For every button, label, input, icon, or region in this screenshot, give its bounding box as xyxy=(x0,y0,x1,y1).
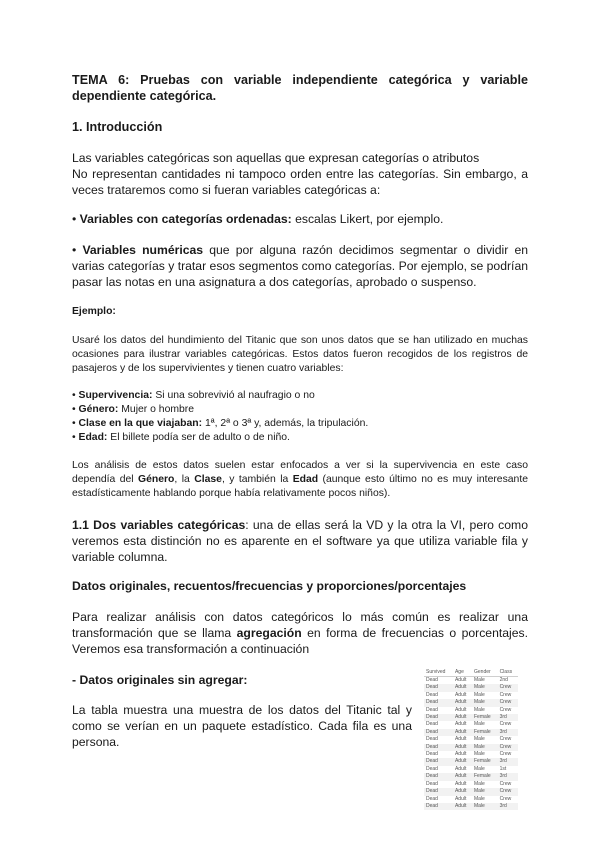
table-cell: Male xyxy=(472,744,498,751)
column-header: Survived xyxy=(424,667,453,677)
variable-desc: 1ª, 2ª o 3ª y, además, la tripulación. xyxy=(202,418,369,429)
intro-paragraph: No representan cantidades ni tampoco orden entre las categorías. Sin embargo, a veces trataremos como si fueran variables categóricas a: xyxy=(72,167,528,197)
section-heading-introduccion: 1. Introducción xyxy=(72,120,163,134)
table-cell: Crew xyxy=(498,788,518,795)
table-row xyxy=(424,758,518,765)
table-cell: Dead xyxy=(424,788,453,795)
table-cell: Crew xyxy=(499,795,512,802)
table-row xyxy=(424,773,518,780)
variable-desc: Mujer o hombre xyxy=(118,404,195,415)
bullet-ordered xyxy=(72,211,528,227)
table-cell: Dead xyxy=(426,795,438,802)
table-cell: Dead xyxy=(424,803,453,810)
table-cell: Dead xyxy=(426,691,438,698)
table-body xyxy=(424,677,518,811)
variable-name: Supervivencia: xyxy=(78,390,153,401)
variable-item: • Género: Mujer o hombre xyxy=(72,404,195,415)
table-cell: Adult xyxy=(453,788,472,795)
table-cell: Dead xyxy=(424,729,453,736)
table-cell: Male xyxy=(472,803,498,810)
table-row xyxy=(424,781,518,788)
agregacion-bold: agregación xyxy=(236,626,302,640)
table-cell: Dead xyxy=(426,677,438,683)
table-cell: Adult xyxy=(454,795,467,802)
table-cell: Adult xyxy=(454,721,467,728)
table-cell: Adult xyxy=(453,699,472,706)
analysis-bold-edad: Edad xyxy=(292,474,319,485)
table-cell: Crew xyxy=(499,780,512,787)
table-cell: Female xyxy=(472,758,498,765)
table-cell: Adult xyxy=(454,765,467,772)
column-header: Class xyxy=(498,667,518,677)
variable-desc: El billete podía ser de adulto o de niño. xyxy=(107,432,290,443)
table-cell: Crew xyxy=(499,691,512,698)
table-cell: Crew xyxy=(499,751,512,758)
bullet-ordered-text: escalas Likert, por ejemplo. xyxy=(291,212,444,226)
table-cell: 3rd xyxy=(498,803,518,810)
table-cell: Male xyxy=(474,677,485,683)
table-cell: Dead xyxy=(426,765,438,772)
variables-list xyxy=(72,389,528,445)
table-row xyxy=(424,707,518,714)
table-cell: Dead xyxy=(426,736,438,743)
table-cell: Adult xyxy=(453,684,472,691)
section-1-1-paragraph xyxy=(72,517,528,565)
table-row xyxy=(424,766,518,773)
table-header-row xyxy=(424,667,518,677)
table-row xyxy=(424,677,518,685)
table-cell: Adult xyxy=(454,751,467,758)
table-cell: Adult xyxy=(453,714,472,721)
table-cell: Male xyxy=(474,765,485,772)
titanic-sample-table xyxy=(424,667,518,810)
table-row xyxy=(424,796,518,803)
table-cell: Female xyxy=(472,773,498,780)
table-cell: 2nd xyxy=(499,677,508,683)
table-cell: Male xyxy=(472,684,498,691)
table-row xyxy=(424,736,518,743)
table-cell: Dead xyxy=(424,758,453,765)
bullet-numeric xyxy=(72,242,528,290)
table-row xyxy=(424,729,518,736)
table-cell: Dead xyxy=(424,684,453,691)
table-cell: Male xyxy=(474,780,485,787)
table-cell: Dead xyxy=(426,706,438,713)
table-cell: Male xyxy=(472,699,498,706)
table-cell: Adult xyxy=(454,677,467,683)
variable-desc: Si una sobrevivió al naufragio o no xyxy=(152,390,315,401)
analysis-paragraph xyxy=(72,459,528,501)
variable-item: • Clase en la que viajaban: 1ª, 2ª o 3ª y, además, la tripulación. xyxy=(72,418,369,429)
table-cell: 1st xyxy=(499,765,507,772)
table-cell: Dead xyxy=(424,699,453,706)
table-cell: Crew xyxy=(499,721,512,728)
table-cell: Male xyxy=(474,795,485,802)
tabla-paragraph: La tabla muestra una muestra de los datos del Titanic tal y como se verían en un paquete estadístico. Cada fila es una persona. xyxy=(72,703,412,749)
analysis-text: , la xyxy=(174,474,195,485)
table-cell: Male xyxy=(474,691,485,698)
table-cell: Female xyxy=(472,714,498,721)
table-row xyxy=(424,751,518,758)
agregacion-text: en forma de frecuencias o porcentajes. Veremos esa transformación a continuación xyxy=(72,626,528,656)
analysis-text: Los análisis de estos datos suelen estar enfocados a ver si la supervivencia en este caso dependía del xyxy=(72,460,528,485)
table-cell: Dead xyxy=(426,780,438,787)
table-cell: Crew xyxy=(498,744,518,751)
column-header: Age xyxy=(453,667,472,677)
table-cell: Female xyxy=(472,729,498,736)
table-cell: 3rd xyxy=(498,773,518,780)
agregacion-text: Para realizar análisis con datos categóricos lo más común es realizar una transformación que se llama xyxy=(72,610,528,640)
table-cell: Dead xyxy=(426,751,438,758)
table-cell: Adult xyxy=(454,706,467,713)
table-cell: Adult xyxy=(453,803,472,810)
table-cell: Adult xyxy=(453,758,472,765)
bullet-ordered-bold: Variables con categorías ordenadas: xyxy=(79,212,292,226)
intro-block xyxy=(72,150,528,198)
variable-name: Género: xyxy=(78,404,119,415)
table-cell: Dead xyxy=(424,773,453,780)
subsection-sin-agregar: - Datos originales sin agregar: xyxy=(72,673,248,687)
analysis-text: , y también la xyxy=(221,474,293,485)
bullet-marker: • xyxy=(72,243,77,257)
table-row xyxy=(424,714,518,721)
table-cell: Adult xyxy=(454,691,467,698)
analysis-bold-genero: Género xyxy=(138,474,175,485)
table-cell: Male xyxy=(472,788,498,795)
table-cell: Adult xyxy=(454,736,467,743)
table-cell: Dead xyxy=(424,714,453,721)
table-row xyxy=(424,684,518,691)
bullet-numeric-text: que por alguna razón decidimos segmentar o dividir en varias categorías y tratar esos segmentos como categorías. Por ejemplo, se podrían pasar las notas en una asignatura a dos categorías, aprobado o suspenso. xyxy=(72,243,529,289)
table-cell: Crew xyxy=(498,699,518,706)
table-cell: Adult xyxy=(454,780,467,787)
example-paragraph: Usaré los datos del hundimiento del Titanic que son unos datos que se han utilizado en muchas ocasiones para ilustrar variables categóricas. Estos datos fueron recogidos de los registros de pasajeros y de los supervivientes y tienen cuatro variables: xyxy=(72,335,528,374)
table-cell: 3rd xyxy=(498,729,518,736)
table-cell: Male xyxy=(474,706,485,713)
table-cell: Adult xyxy=(453,744,472,751)
table-cell: Adult xyxy=(453,729,472,736)
table-row xyxy=(424,699,518,706)
table-row xyxy=(424,744,518,751)
document-title: TEMA 6: Pruebas con variable independiente categórica y variable dependiente categórica. xyxy=(72,73,528,103)
table-cell: Dead xyxy=(424,744,453,751)
variable-name: Clase en la que viajaban: xyxy=(78,418,203,429)
table-row xyxy=(424,692,518,699)
variable-item: • Supervivencia: Si una sobrevivió al naufragio o no xyxy=(72,390,315,401)
section-1-1-text: : una de ellas será la VD y la otra la VI, pero como veremos esta distinción no es aparente en el software ya que utiliza variable fila y variable columna. xyxy=(72,518,528,564)
agregacion-paragraph xyxy=(72,609,528,657)
section-1-1-heading: 1.1 Dos variables categóricas xyxy=(72,518,246,532)
table-cell: Male xyxy=(474,721,485,728)
table-cell: Dead xyxy=(426,721,438,728)
bullet-numeric-bold: Variables numéricas xyxy=(82,243,204,257)
analysis-bold-clase: Clase xyxy=(194,474,222,485)
variable-item: • Edad: El billete podía ser de adulto o de niño. xyxy=(72,432,290,443)
table-cell: 3rd xyxy=(498,714,518,721)
table-cell: 3rd xyxy=(498,758,518,765)
table-row xyxy=(424,788,518,795)
table-cell: Crew xyxy=(499,706,512,713)
table-row xyxy=(424,803,518,810)
table-cell: Adult xyxy=(453,773,472,780)
table-cell: Male xyxy=(474,736,485,743)
column-header: Gender xyxy=(472,667,498,677)
table-cell: Male xyxy=(474,751,485,758)
section-heading-datos: Datos originales, recuentos/frecuencias y proporciones/porcentajes xyxy=(72,579,467,593)
variable-name: Edad: xyxy=(78,432,108,443)
analysis-text: (aunque esto último no es muy interesante estadísticamente hablando porque había relativamente pocos niños). xyxy=(72,474,529,499)
table-cell: Crew xyxy=(498,684,518,691)
bullet-marker: • xyxy=(72,212,77,226)
table-cell: Crew xyxy=(499,736,512,743)
intro-line: Las variables categóricas son aquellas que expresan categorías o atributos xyxy=(72,151,480,165)
table-row xyxy=(424,721,518,728)
example-heading: Ejemplo: xyxy=(72,306,116,317)
